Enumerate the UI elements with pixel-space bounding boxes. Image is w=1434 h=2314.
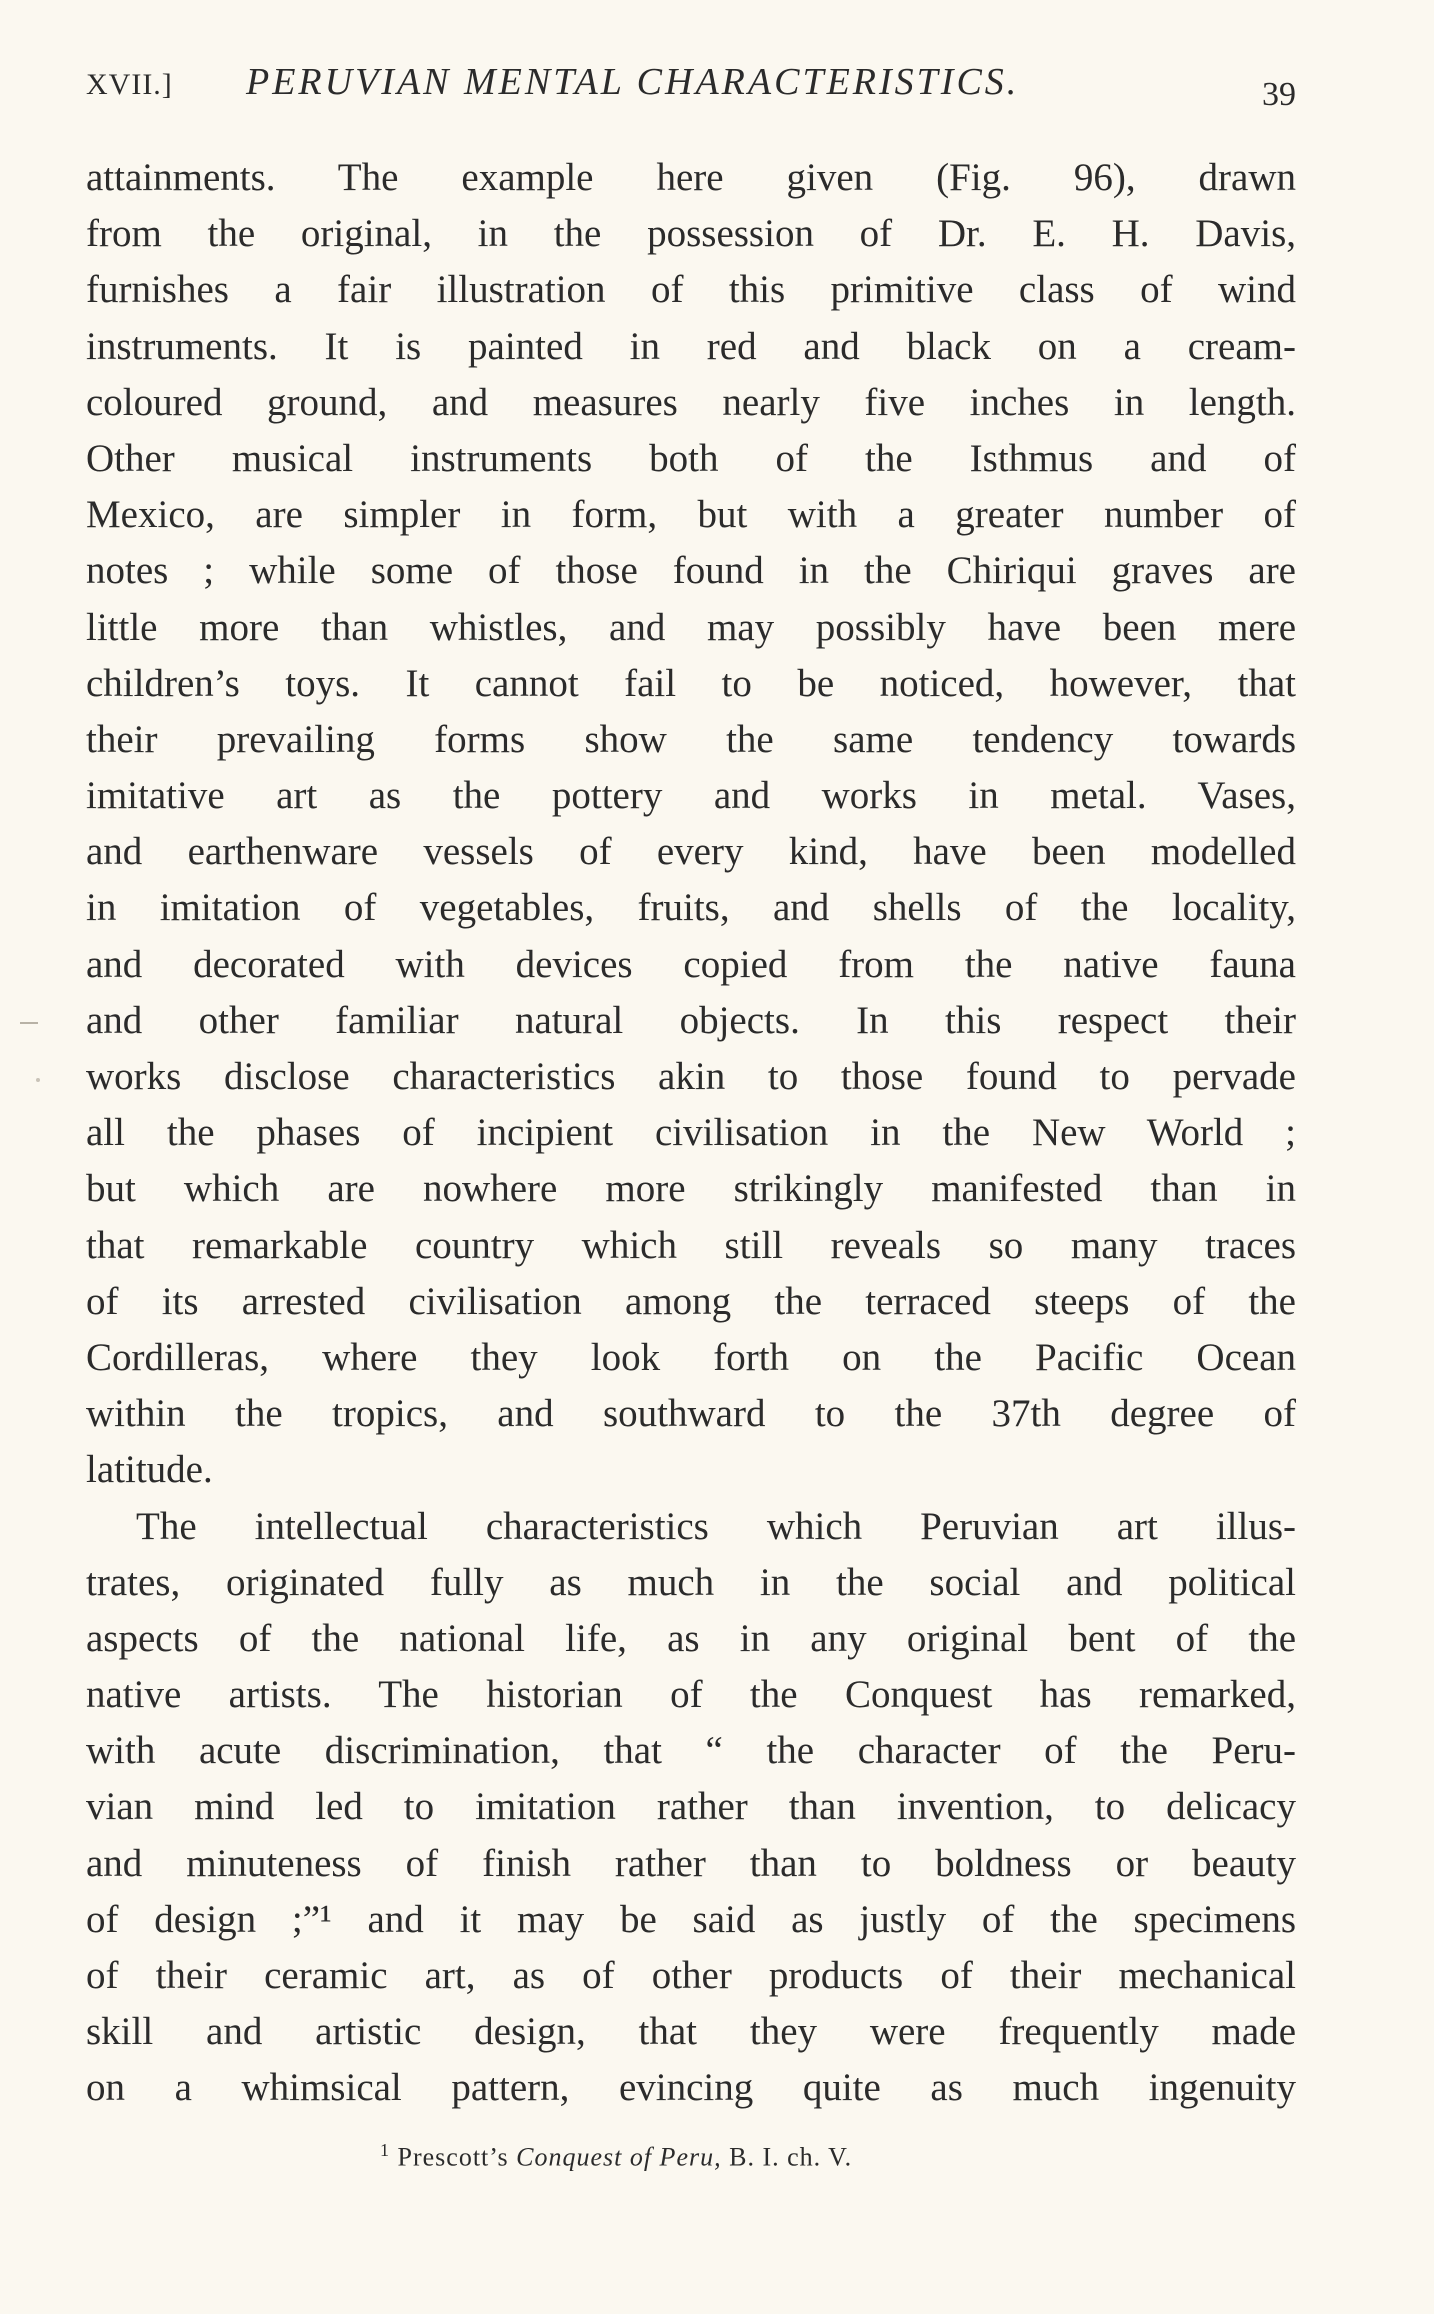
text-line: and earthenware vessels of every kind, have been modelled xyxy=(86,830,1296,874)
text-line: works disclose characteristics akin to those found to pervade xyxy=(86,1055,1296,1098)
running-header xyxy=(86,60,1296,120)
text-line: from the original, in the possession of Dr. E. H. Davis, xyxy=(86,212,1296,256)
text-line: imitative art as the pottery and works in metal. Vases, xyxy=(86,774,1296,818)
text-line: in imitation of vegetables, fruits, and shells of the locality, xyxy=(86,886,1296,930)
footnote-reference: B. I. ch. V. xyxy=(729,2142,853,2172)
paragraph-end-line: latitude. xyxy=(86,1448,213,1492)
margin-mark xyxy=(20,1022,38,1024)
text-line: coloured ground, and measures nearly five inches in length. xyxy=(86,380,1296,424)
text-line: Other musical instruments both of the Isthmus and of xyxy=(86,436,1296,480)
footnote xyxy=(380,2140,852,2173)
paragraph-start-line: The intellectual characteristics which Peruvian art illus- xyxy=(136,1504,1296,1548)
text-line: and decorated with devices copied from the native fauna xyxy=(86,942,1296,986)
text-line: notes ; while some of those found in the Chiriqui graves are xyxy=(86,549,1296,593)
text-line: but which are nowhere more strikingly manifested than in xyxy=(86,1167,1296,1211)
text-line: native artists. The historian of the Conquest has remarked, xyxy=(86,1673,1296,1717)
text-line: little more than whistles, and may possibly have been mere xyxy=(86,605,1296,649)
text-line: instruments. It is painted in red and black on a cream- xyxy=(86,324,1296,368)
body-text xyxy=(86,150,1296,2117)
text-line: Mexico, are simpler in form, but with a greater number of xyxy=(86,493,1296,537)
page-number: 39 xyxy=(1262,76,1296,113)
text-line: of its arrested civilisation among the terraced steeps of the xyxy=(86,1279,1296,1323)
text-line: and other familiar natural objects. In this respect their xyxy=(86,998,1296,1042)
text-line: children’s toys. It cannot fail to be noticed, however, that xyxy=(86,661,1296,705)
text-line: their prevailing forms show the same tendency towards xyxy=(86,717,1296,761)
text-line: trates, originated fully as much in the social and political xyxy=(86,1560,1296,1604)
footnote-title: Conquest of Peru, xyxy=(516,2142,722,2172)
chapter-number: XVII.] xyxy=(86,68,173,101)
margin-dot xyxy=(36,1078,40,1082)
text-line: on a whimsical pattern, evincing quite as much ingenuity xyxy=(86,2066,1296,2110)
text-line: that remarkable country which still reveals so many traces xyxy=(86,1223,1296,1267)
text-line: and minuteness of finish rather than to boldness or beauty xyxy=(86,1841,1296,1885)
text-line: all the phases of incipient civilisation in the New World ; xyxy=(86,1111,1296,1155)
text-line: aspects of the national life, as in any original bent of the xyxy=(86,1616,1296,1660)
text-line: Cordilleras, where they look forth on the Pacific Ocean xyxy=(86,1335,1296,1379)
text-line: skill and artistic design, that they were frequently made xyxy=(86,2010,1296,2054)
footnote-marker: 1 xyxy=(380,2140,390,2160)
footnote-author: Prescott’s xyxy=(397,2142,509,2172)
text-line: within the tropics, and southward to the 37th degree of xyxy=(86,1392,1296,1436)
text-line: of design ;”¹ and it may be said as justly of the specimens xyxy=(86,1897,1296,1941)
text-line: attainments. The example here given (Fig. 96), drawn xyxy=(86,156,1296,199)
text-line: furnishes a fair illustration of this primitive class of wind xyxy=(86,268,1296,312)
text-line: vian mind led to imitation rather than invention, to delicacy xyxy=(86,1785,1296,1829)
running-title: PERUVIAN MENTAL CHARACTERISTICS. xyxy=(246,61,1020,103)
text-line: of their ceramic art, as of other products of their mechanical xyxy=(86,1954,1296,1997)
text-line: with acute discrimination, that “ the character of the Peru- xyxy=(86,1729,1296,1773)
